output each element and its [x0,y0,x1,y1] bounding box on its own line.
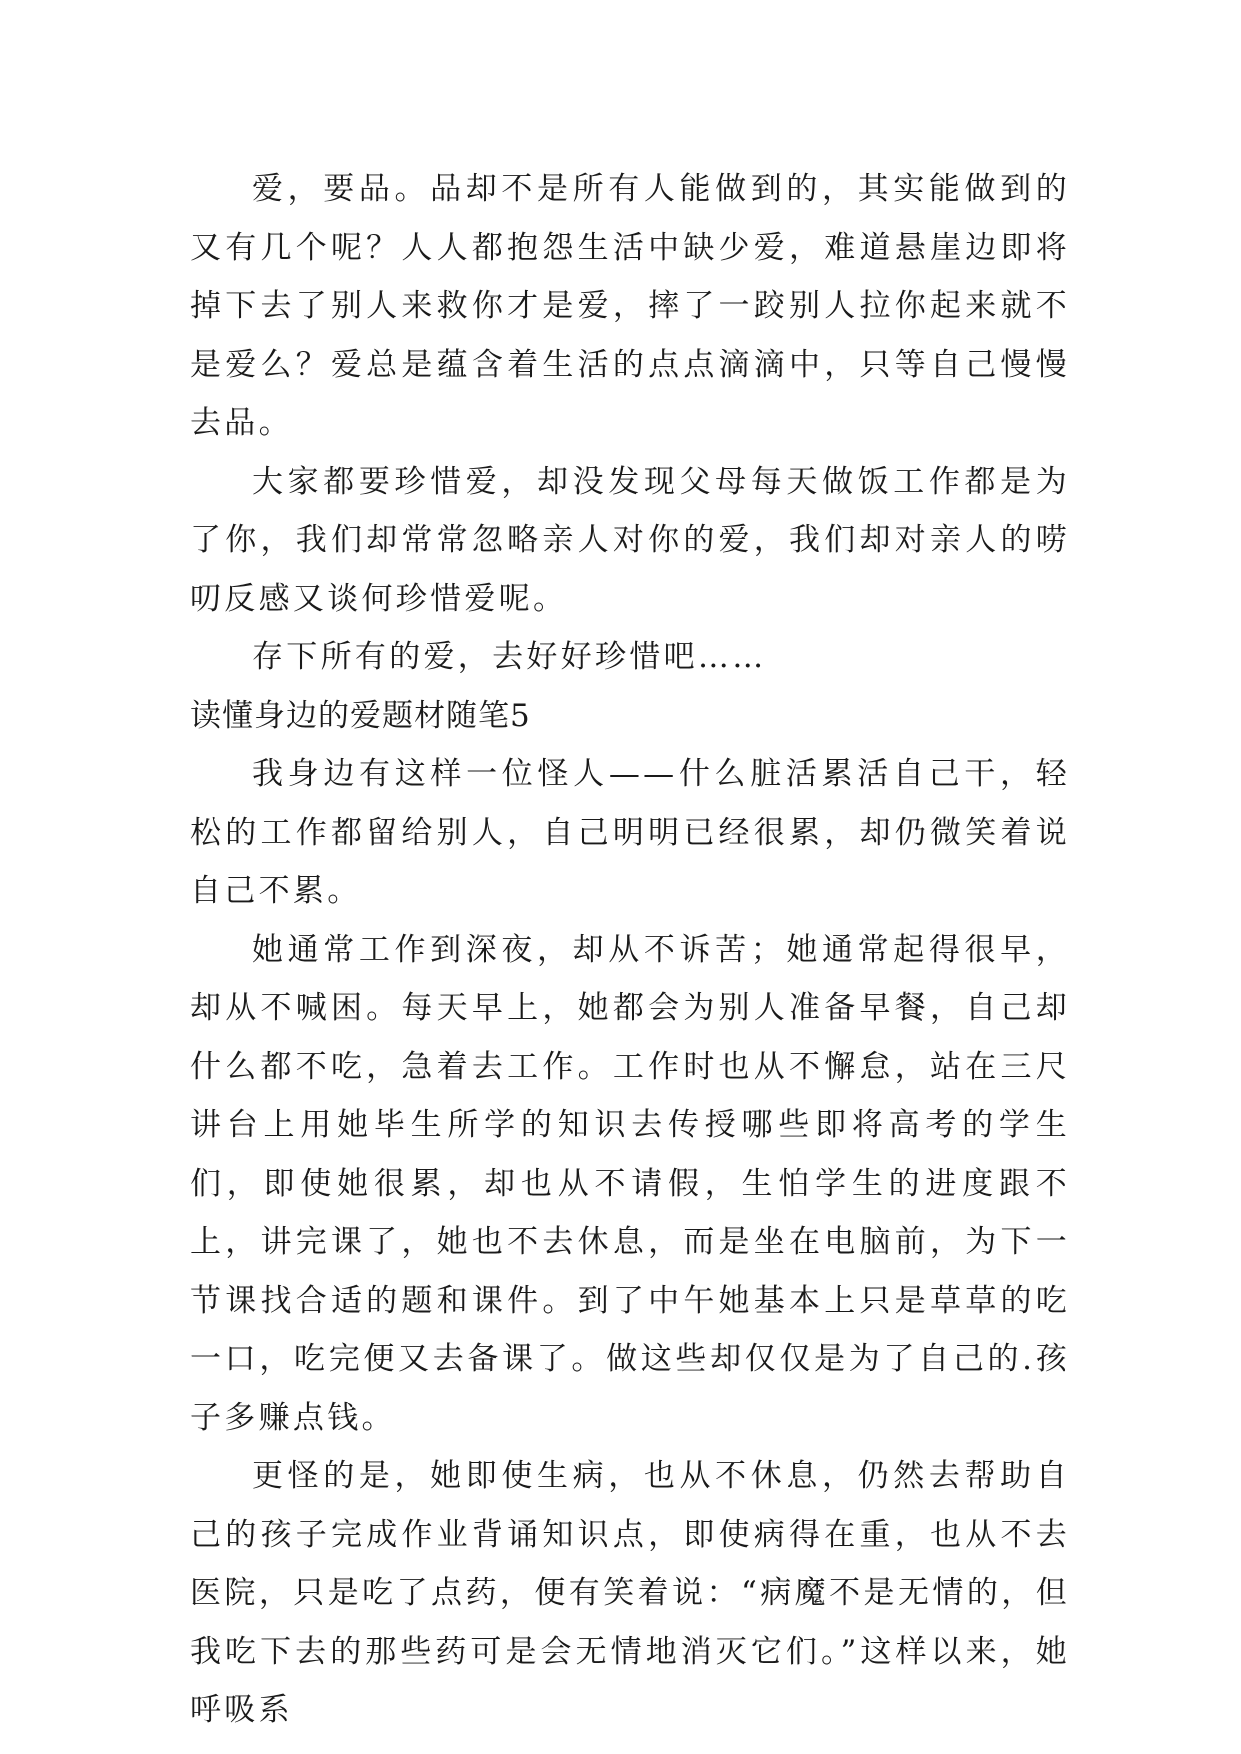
paragraph-strange-person: 我身边有这样一位怪人——什么脏活累活自己干，轻松的工作都留给别人，自己明明已经很累，却仍微笑着说自己不累。 [190,756,1070,909]
document-body [190,160,1070,1740]
paragraph-daily-work: 她通常工作到深夜，却从不诉苦；她通常起得很早，却从不喊困。每天早上，她都会为别人准备早餐，自己却什么都不吃，急着去工作。工作时也从不懈怠，站在三尺讲台上用她毕生所学的知识去传授哪些即将高考的学生们，即使她很累，却也从不请假，生怕学生的进度跟不上，讲完课了，她也不去休息，而是坐在电脑前，为下一节课找合适的题和课件。到了中午她基本上只是草草的吃一口，吃完便又去备课了。做这些却仅仅是为了自己的.孩子多赚点钱。 [190,931,1070,1436]
paragraph-illness: 更怪的是，她即使生病，也从不休息，仍然去帮助自己的孩子完成作业背诵知识点，即使病得在重，也从不去医院，只是吃了点药，便有笑着说：“病魔不是无情的，但我吃下去的那些药可是会无情地消灭它们。”这样以来，她呼吸系 [190,1458,1070,1728]
paragraph-store-love: 存下所有的爱，去好好珍惜吧…… [252,639,767,675]
section-heading: 读懂身边的爱题材随笔5 [190,697,531,734]
paragraph-savor-love: 爱，要品。品却不是所有人能做到的，其实能做到的又有几个呢？人人都抱怨生活中缺少爱，难道悬崖边即将掉下去了别人来救你才是爱，摔了一跤别人拉你起来就不是爱么？爱总是蕴含着生活的点点滴滴中，只等自己慢慢去品。 [190,171,1070,441]
paragraph-cherish-love: 大家都要珍惜爱，却没发现父母每天做饭工作都是为了你，我们却常常忽略亲人对你的爱，我们却对亲人的唠叨反感又谈何珍惜爱呢。 [190,463,1070,617]
